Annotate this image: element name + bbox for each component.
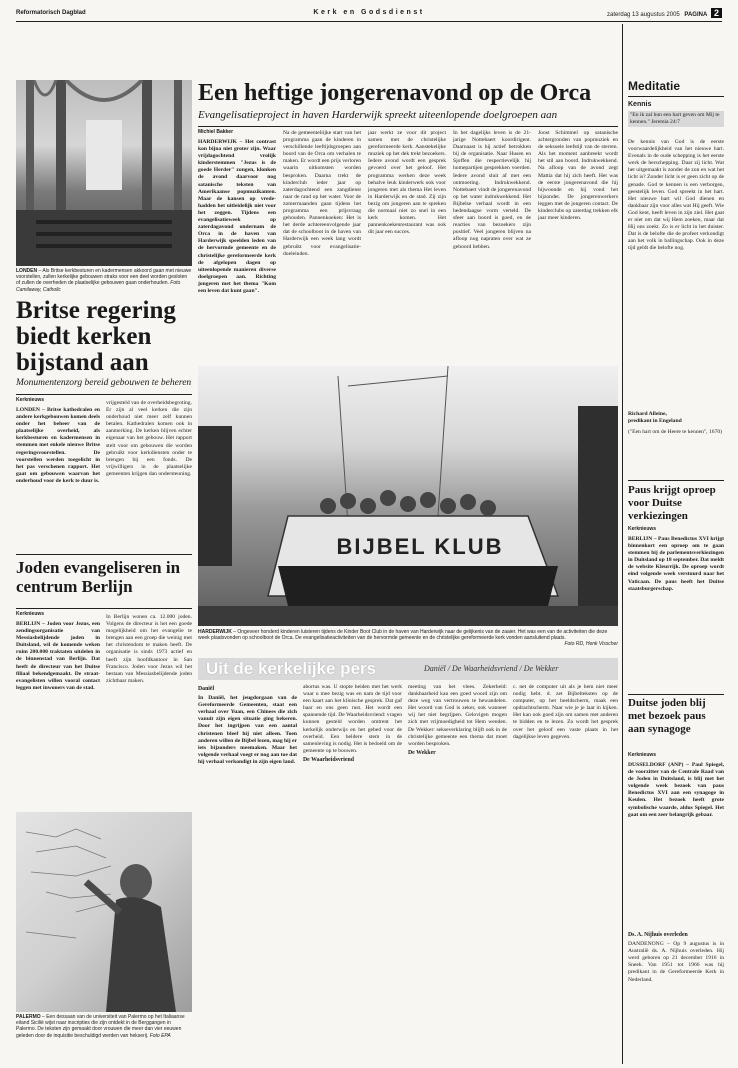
britse-source: Kerknieuws — [16, 397, 45, 403]
obituary: Ds. A. Nijhuis overleden DANDENONG – Op 9 augustus is in Australië ds. A. Nijhuis overleden. Hij werd geboren op 21 december 1916 in Sneek. Van 1951 tot 1966 was hij predikant in de Gereformeerde Kerk in Nederland. — [628, 932, 724, 983]
berlijn-source: Kerknieuws — [16, 611, 45, 617]
paus-headline: Paus krijgt oproep voor Duitse verkiezingen — [628, 484, 716, 522]
orca-col1: HARDERWIJK – Het contrast kon bijna niet groter zijn. Waar vrijdagochtend vrolijk kinderstemmen "Jezus is de goede Herder" zongen, klonken de avond daarvoor nog satanische teksten van Amerikaanse popmuzikanten. Maar de kansen op vrede- hadden het uitleidelijk niet voor het zeggen. Tijdens een evangelisatieweek op zaterdagavond ondernam de Orca in de haven van Harderwijk speelden leden van de hervormde gemeente en de christelijke gereformeerde kerk de afgelopen dagen op uiteenlopende manieren diverse doelgroepen aan. Richting jongeren met het thema "Kom een leven dat kunt gaan". — [198, 139, 276, 294]
pers-title: Uit de kerkelijke pers — [206, 659, 377, 678]
pers-col1: Daniël In Daniël, het jeugdorgaan van de Gereformeerde Gemeenten, staat een verhaal over Yuan, een Chinees die zich vanuit zijn eigen situatie ging bekeren. Door het ingrijpen van een aantal christenen bleef hij niet alleen. Toen anderen willen de Bijbel lezen, mag hij er iets bijzonders meemaken. Maar het volgende verhaal voegt er nog aan toe dat hij verhaal verkondigt in zijn eigen land. — [198, 686, 297, 765]
orca-col3: jaar werkt ze voor dit project samen met de christelijke gereformeerde kerk. Aanstekelijke muziek op het dek trekt bezoekers. Iedere avond wordt een gesprek gevoerd over het geloof. Het programma werken deze week behalve leuk kinderwerk ook voor jongeren met als thema Het leven in Harderwijk en de stad. Zij zijn bezig om jongeren aan te spreken die normaal niet zo snel in een kerk komen. Het pannenkoekenrestaurant was ook dit jaar een succes. — [368, 130, 446, 236]
meditatie-verse: "En ik zal hun een hart geven om Mij te kennen." Jeremia 24:7 — [628, 111, 724, 127]
meditatie-title: Kennis — [628, 101, 652, 108]
orca-subheadline: Evangelisatieproject in haven Harderwijk spreekt uiteenlopende doelgroepen aan — [198, 109, 558, 121]
paus-source: Kerknieuws — [628, 526, 657, 532]
bible-club-caption: HARDERWIJK – Ongeveer honderd kinderen luisteren tijdens de Kinder Boot Club in de haven van Harderwijk naar de gelijkenis van de zaaier. Het was een van de activiteiten die deze week plaatsvonden op schoolboot de Orca. De evangelisatieactiviteiten van de hervormde gemeente en de christelijke gereformeerde kerk vonden aansluitend plaats. Foto RD, Henk Visscher — [198, 629, 618, 648]
paus-body: BERLIJN – Paus Benedictus XVI krijgt binnenkort een oproep om te gaan stemmen bij de parlementsverkiezingen in Duitsland op 18 september. Dat meldt de website Kleurrijk. De oproep wordt eind volgende week verstuurd naar het Vaticaan. De paus heeft het Duitse staatsburgerschap. — [628, 536, 724, 592]
orca-byline: Michiel Bakker — [198, 129, 234, 135]
pers-col2: abortus was. U stopte beiden met het werk waar u mee bezig was en nam de tijd voor een kaart aan het klinische gesprek. Dat gaf haar en ons geen rust. Het wordt een spannende tijd. De Waarheidsvriend: vragen kunnen gesteld worden omtrent het kerkelijk onderwijs en het gebed voor de overheid. Een heldere stem in de samenleving is nodig. Het is bedoeld om de gemeente op te bouwen. De Waarheidsvriend — [303, 684, 402, 763]
orca-headline: Een heftige jongerenavond op de Orca — [198, 80, 592, 106]
page-number: 2 — [711, 8, 722, 18]
boat-lettering: BIJBEL KLUB — [336, 534, 504, 559]
pers-col4: c. net de computer uit als je hem niet meer nodig hebt. d. zet Bijbelteksten op de computer, op het beeldscherm, maak een opdrachtscherm. Naar wie je je laat in kijken. Het kan ook goed zijn om samen met anderen te bidden en te lezen. Zo wordt het gesprek over het geloof een vaste plaats in het dagelijkse leven gegeven. — [513, 684, 618, 740]
britse-col2: vrijgesteld van de overheidsbegroting. Er zijn al veel kerken die zijn onderhoud niet meer zelf kunnen betalen. Kathedralen komen ook in aanmerking. De kerken blijven echter eigenaar van het gebouw. Het rapport stelt voor om gebouwen die worden gebruikt voor kerkdiensten onder te brengen bij een fonds. De vrijwilligers in de plaatselijke gemeenten krijgen dan ondersteuning. — [106, 400, 192, 477]
britse-col1: LONDEN – Britse kathedralen en andere kerkgebouwen komen deels onder het beheer van de plaatselijke overheid, als kerkbesturen en kadermensen in stemmen met enkele nieuwe Britse regeringsvoorstellen. De voorstellen werden toegelicht in het pas verschenen rapport. Het gaat om gebouwen waarvan het onderhoud voor de kerk te duur is. — [16, 407, 100, 484]
meditatie-label: Meditatie — [628, 79, 681, 93]
palermo-caption: PALERMO – Een dessaan van de universiteit van Palermo op het Italiaanse eiland Sicilië wijst naar inscripties die zijn ontdekt in de Berggangen in Palermo. De teksten zijn gemaakt door vrouwen die meer dan vier eeuwen geleden door de inquisitie beschuldigd werden van hekserij. Foto EPA — [16, 1014, 185, 1039]
section-title: Kerk en Godsdienst — [313, 9, 425, 16]
duitse-headline: Duitse joden blij met bezoek paus aan synagoge — [628, 697, 706, 735]
cathedral-photo — [16, 80, 192, 266]
pers-col3: meeting van het vlees. Zekerheid: dankbaarheid kan een goed woord zijn om deze weg van vertrouwen te bewandelen. Het woord van God is zeker, ook wanneer wij het niet begrijpen. Gelovigen mogen zich met vrijmoedigheid tot Hem wenden. De Wekker: sekseverklaring blijft ook in de christelijke gemeente een thema dat moet worden besproken. De Wekker — [408, 684, 507, 756]
orca-col2: Na de gemeenteliijke start van het programma gaan de kinderen in verschillende leeftijdsgroepen aan boord van de Orca om verhalen te maken. Er wordt een prijs verloren waarin uitkomsten worden besproken. Daarna trekt de kinderclub ieder jaar op zaterdagochtend een zangdienst naar de rand op het water. Voor de zomermaanden gaan tijdens het programma een prijsvraag gehouden. Pannenkoeken: Het is het derde achtereenvolgende jaar dat de schoolboot in de haven van Harderwijk een week lang wordt gebruikt voor evangelisatie-doeleinden. — [283, 130, 361, 257]
pers-banner — [198, 658, 618, 680]
page-header — [16, 6, 722, 20]
britse-subheadline: Monumentenzorg bereid gebouwen te beheren — [16, 378, 192, 388]
duitse-body: DÜSSELDORF (ANP) – Paul Spiegel, de voorzitter van de Centrale Raad van de Joden in Duitsland, is blij met het volgende week bezoek van paus Benedictus XVI aan een synagoge in Keulen. Het bezoek heeft grote symbolische waarde, aldus Spiegel. Het gaat om een zeer belangrijk gebaar. — [628, 762, 724, 818]
paper-name: Reformatorisch Dagblad — [16, 10, 86, 16]
bible-club-photo — [198, 366, 618, 626]
issue-date: zaterdag 13 augustus 2005 PAGINA 2 — [607, 6, 722, 20]
cathedral-caption: LONDEN – Als Britse kerkbesturen en kadermensen akkoord gaan met nieuwe voorstellen, zullen kerkelijke gebouwen straks voor een deel worden gesloten of zullen de overheden de plaatselijke gebouwen gaan onderhouden. Foto Camilaway, Catholic — [16, 268, 192, 293]
berlijn-col1: BERLIJN – Joden voor Jezus, een zendingsorganisatie van Messiasbelijdende joden in Duitsland, wil de komende weken ruim 200.000 traktaten uitdelen in de binnenstad van Berlijn. Dat heeft de directeur van het Duitse filiaal bekendgemaakt. De straat-evangelisten willen vooral contact leggen met inwoners van de stad. — [16, 621, 100, 691]
pers-sources: Daniël / De Waarheidsvriend / De Wekker — [424, 664, 559, 673]
meditatie-signature: Richard Alleine, predikant in Engeland ("Een hart om de Heere te kennen", 1670) — [628, 411, 723, 435]
duitse-source: Kerknieuws — [628, 752, 657, 758]
orca-col5: Joost Schimmel op satanische achtergronden van popmuziek en de seksuele leefstijl van de sterren. Als het moment aanbreekt wordt het stil aan boord. Indrukwekkend. Na afloop van de avond zegt Mattia dat hij zich heeft. Het was de eerste jongerenavond die hij bijwoonde en hij vond het bijzonder. De jongerenwerkers leggen met de jongeren contact. De kinderclubs op zaterdag trekken elk jaar meer kinderen. — [538, 130, 618, 222]
meditatie-box — [628, 79, 724, 479]
berlijn-col2: In Berlijn wonen ca. 12.000 joden. Volgens de directeur is het een goede mogelijkheid om het evangelie te brengen aan een groep die weinig met het christendom te maken heeft. De organisatie is sinds 1973 actief en heeft zijn hoofdkantoor in San Francisco. Joden voor Jezus wil het bestaan van Messiasbelijdende joden zichtbaar maken. — [106, 614, 192, 684]
orca-col4: In het dagelijks leven is de 21-jarige Nottebaert koordirigent. Daarnaast is hij actief betrokken bij de organisatie. Naar Husen en Sjoffen die respectievelijk hij homepartijen gesprekken voerden. Iedere avond sluit af met een ontmoeting. Indrukwekkend. Nottebaert vindt de jongerenavond op het water indrukwekkend. Het Bijbelse verhaal wordt in een hedendaagse vorm verteld. De sfeer aan boord is goed, en de reacties van bezoekers zijn positief. Veel jongeren blijven na afloop nog napraten over wat ze gehoord hebben. — [453, 130, 531, 250]
meditatie-body: De kennis van God is de eerste voorwaardelijkheid van het nieuwe hart. Evenals in de oude schepping is het eerste werk de herschepping. Daar zij licht. Wat het uitgemaakt is zonder de zon en wat het licht is? Zonder licht is er geen zicht op de genade. God te kennen is een verborgen, geestelijk leven. God spreekt in het hart. Het nieuwe hart wil God dienen en dankbaar zijn voor alles wat Hij geeft. Wie God kent, heeft leven in zijn ziel. Het gaat er niet om dat wij Hem zoeken, maar dat Hij ons zoekt. Zo is er licht in het duister. Dat is de belofte die de profeet verkondigt aan het volk in ballingschap. Ook in deze tijd geldt die belofte nog. — [628, 139, 724, 252]
palermo-photo — [16, 812, 192, 1012]
berlijn-headline: Joden evangeliseren in centrum Berlijn — [16, 558, 181, 596]
britse-headline: Britse regering biedt kerken bijstand aan — [16, 298, 176, 376]
